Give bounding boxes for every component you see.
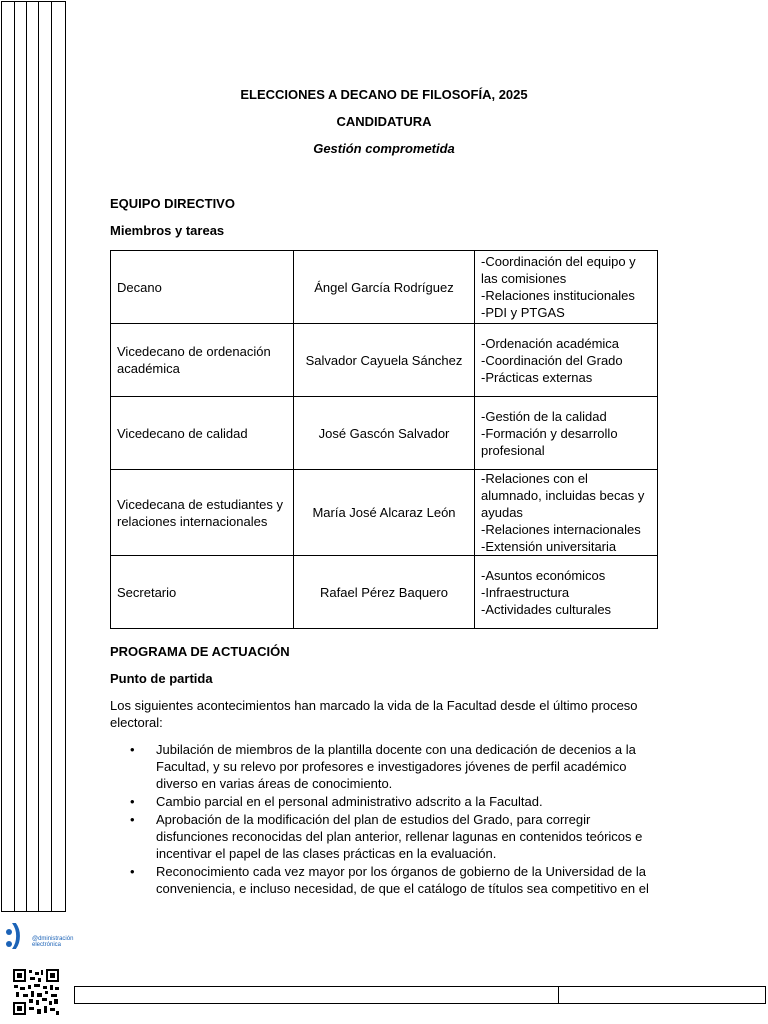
name-cell: Ángel García Rodríguez xyxy=(294,251,475,324)
tasks-cell xyxy=(475,556,658,629)
list-item xyxy=(110,741,658,792)
list-item xyxy=(110,811,658,862)
program-intro: Los siguientes acontecimientos han marcado la vida de la Facultad desde el último proceso electoral: xyxy=(110,698,638,730)
task-item: -Actividades culturales xyxy=(481,601,612,617)
bullet-icon: • xyxy=(130,812,135,827)
bullet-icon: • xyxy=(130,742,135,757)
logo-smile-icon: ) xyxy=(12,918,22,949)
program-subheading: Punto de partida xyxy=(110,671,213,686)
document-title: ELECCIONES A DECANO DE FILOSOFÍA, 2025 xyxy=(240,87,528,102)
task-item: -Infraestructura xyxy=(481,584,570,600)
qr-code-icon xyxy=(12,968,60,1016)
bullet-icon: • xyxy=(130,794,135,809)
table-row xyxy=(111,324,658,397)
table-row xyxy=(111,470,658,556)
list-item-text: Cambio parcial en el personal administrativo adscrito a la Facultad. xyxy=(156,794,543,809)
task-item: -Gestión de la calidad xyxy=(481,408,607,424)
task-item: -Formación y desarrollo profesional xyxy=(481,425,618,458)
list-item xyxy=(110,863,658,897)
document-subtitle: CANDIDATURA xyxy=(336,114,432,129)
table-row xyxy=(111,397,658,470)
role-cell: Vicedecano de calidad xyxy=(111,397,294,470)
task-item: -Ordenación académica xyxy=(481,335,620,351)
name-cell: María José Alcaraz León xyxy=(294,470,475,556)
signature-strip xyxy=(0,0,66,913)
name-cell: José Gascón Salvador xyxy=(294,397,475,470)
tasks-cell xyxy=(475,470,658,556)
task-item: -PDI y PTGAS xyxy=(481,305,565,320)
list-item-text: Jubilación de miembros de la plantilla docente con una dedicación de decenios a la Facultad, y su relevo por profesores e investigadores jóvenes de perfil académico diverso en varias áreas de conocimiento. xyxy=(156,742,636,791)
task-item: -Relaciones con el alumnado, incluidas becas y ayudas xyxy=(481,471,645,520)
team-subheading: Miembros y tareas xyxy=(110,223,225,238)
strip-column xyxy=(51,1,66,912)
document-motto: Gestión comprometida xyxy=(313,141,455,156)
team-heading: EQUIPO DIRECTIVO xyxy=(110,196,235,211)
footer-divider xyxy=(558,987,559,1003)
table-row xyxy=(111,556,658,629)
list-item xyxy=(110,793,658,810)
task-item: -Coordinación del equipo y las comisiones xyxy=(481,254,636,286)
role-cell: Vicedecano de ordenación académica xyxy=(111,324,294,397)
task-item: -Coordinación del Grado xyxy=(481,352,623,368)
strip-column xyxy=(38,1,52,912)
list-item-text: Reconocimiento cada vez mayor por los órganos de gobierno de la Universidad de la conveniencia, e incluso necesidad, de que el catálogo de títulos sea competitivo en el xyxy=(156,864,649,896)
tasks-cell xyxy=(475,397,658,470)
bullet-icon: • xyxy=(130,864,135,879)
tasks-cell xyxy=(475,251,658,324)
task-item: -Relaciones internacionales xyxy=(481,522,641,537)
logo-text: @dministración electrónica xyxy=(32,936,74,948)
role-cell: Vicedecana de estudiantes y relaciones internacionales xyxy=(111,470,294,556)
strip-column xyxy=(1,1,15,912)
task-item: -Extensión universitaria xyxy=(481,539,617,554)
task-item: -Asuntos económicos xyxy=(481,567,606,583)
program-bullet-list xyxy=(110,741,658,898)
name-cell: Salvador Cayuela Sánchez xyxy=(294,324,475,397)
footer-box xyxy=(74,986,766,1004)
list-item-text: Aprobación de la modificación del plan de estudios del Grado, para corregir disfunciones reconocidas del plan anterior, rellenar lagunas en contenidos teóricos e incentivar el papel de las clases prácticas en la evaluación. xyxy=(156,812,643,861)
name-cell: Rafael Pérez Baquero xyxy=(294,556,475,629)
team-table xyxy=(110,250,658,629)
administracion-electronica-logo xyxy=(4,919,74,953)
tasks-cell xyxy=(475,324,658,397)
role-cell: Secretario xyxy=(111,556,294,629)
program-heading: PROGRAMA DE ACTUACIÓN xyxy=(110,644,290,659)
role-cell: Decano xyxy=(111,251,294,324)
task-item: -Relaciones institucionales xyxy=(481,288,635,303)
task-item: -Prácticas externas xyxy=(481,369,593,385)
table-row xyxy=(111,251,658,324)
